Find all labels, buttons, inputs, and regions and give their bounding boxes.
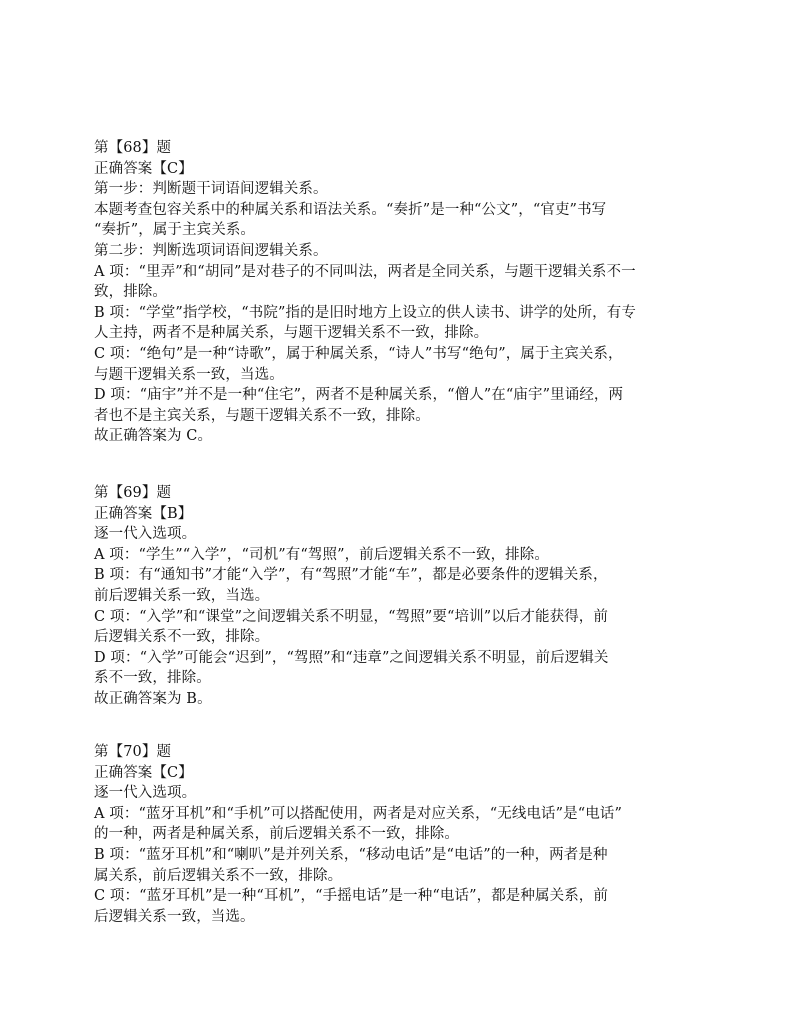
question-68 xyxy=(94,138,714,447)
explanation-line: 后逻辑关系一致，当选。 xyxy=(94,908,255,925)
explanation-line: A 项：“蓝牙耳机”和“手机”可以搭配使用，两者是对应关系，“无线电话”是“电话” xyxy=(94,805,622,822)
explanation-line: 前后逻辑关系一致，当选。 xyxy=(94,587,270,604)
explanation-line: 后逻辑关系不一致，排除。 xyxy=(94,629,270,646)
conclusion-line: 故正确答案为 B。 xyxy=(94,690,212,707)
explanation-line: C 项：“绝句”是一种“诗歌”，属于种属关系，“诗人”书写“绝句”，属于主宾关系， xyxy=(94,345,623,362)
explanation-line: 第二步：判断选项词语间逻辑关系。 xyxy=(94,242,328,259)
explanation-line: 者也不是主宾关系，与题干逻辑关系不一致，排除。 xyxy=(94,407,430,424)
explanation-line: 与题干逻辑关系一致，当选。 xyxy=(94,366,284,383)
explanation-line: 的一种，两者是种属关系，前后逻辑关系不一致，排除。 xyxy=(94,826,459,843)
explanation-line: B 项：“蓝牙耳机”和“喇叭”是并列关系，“移动电话”是“电话”的一种，两者是种 xyxy=(94,846,608,863)
explanation-line: 致，排除。 xyxy=(94,284,167,301)
explanation-line: C 项：“蓝牙耳机”是一种“耳机”，“手摇电话”是一种“电话”，都是种属关系，前 xyxy=(94,888,609,905)
explanation-line: 属关系，前后逻辑关系不一致，排除。 xyxy=(94,867,343,884)
question-70 xyxy=(94,742,714,927)
explanation-line: D 项：“入学”可能会“迟到”，“驾照”和“违章”之间逻辑关系不明显，前后逻辑关 xyxy=(94,649,609,666)
explanation-line: C 项：“入学”和“课堂”之间逻辑关系不明显，“驾照”要“培训”以后才能获得，前 xyxy=(94,608,609,625)
explanation-line: 本题考查包容关系中的种属关系和语法关系。“奏折”是一种“公文”，“官吏”书写 xyxy=(94,201,607,218)
document-page xyxy=(94,138,714,925)
explanation-line: A 项：“学生”“入学”，“司机”有“驾照”，前后逻辑关系不一致，排除。 xyxy=(94,546,549,563)
explanation-line: 逐一代入选项。 xyxy=(94,526,197,543)
question-title: 第【70】题 xyxy=(94,744,172,760)
answer-line: 正确答案【B】 xyxy=(94,505,193,522)
question-69 xyxy=(94,483,714,710)
explanation-line: B 项：“学堂”指学校，“书院”指的是旧时地方上设立的供人读书、讲学的处所，有专 xyxy=(94,304,636,321)
explanation-line: 人主持，两者不是种属关系，与题干逻辑关系不一致，排除。 xyxy=(94,325,489,342)
conclusion-line: 故正确答案为 C。 xyxy=(94,428,213,445)
question-title: 第【69】题 xyxy=(94,485,172,501)
explanation-line: 逐一代入选项。 xyxy=(94,785,197,802)
explanation-line: 系不一致，排除。 xyxy=(94,670,211,687)
answer-line: 正确答案【C】 xyxy=(94,160,193,177)
explanation-line: A 项：“里弄”和“胡同”是对巷子的不同叫法，两者是全同关系，与题干逻辑关系不一 xyxy=(94,263,636,280)
explanation-line: 第一步：判断题干词语间逻辑关系。 xyxy=(94,181,328,198)
explanation-line: B 项：有“通知书”才能“入学”，有“驾照”才能“车”，都是必要条件的逻辑关系， xyxy=(94,567,608,584)
explanation-line: “奏折”，属于主宾关系。 xyxy=(94,222,256,239)
question-title: 第【68】题 xyxy=(94,140,172,156)
explanation-line: D 项：“庙宇”并不是一种“住宅”，两者不是种属关系，“僧人”在“庙宇”里诵经，两 xyxy=(94,387,624,404)
answer-line: 正确答案【C】 xyxy=(94,764,193,781)
